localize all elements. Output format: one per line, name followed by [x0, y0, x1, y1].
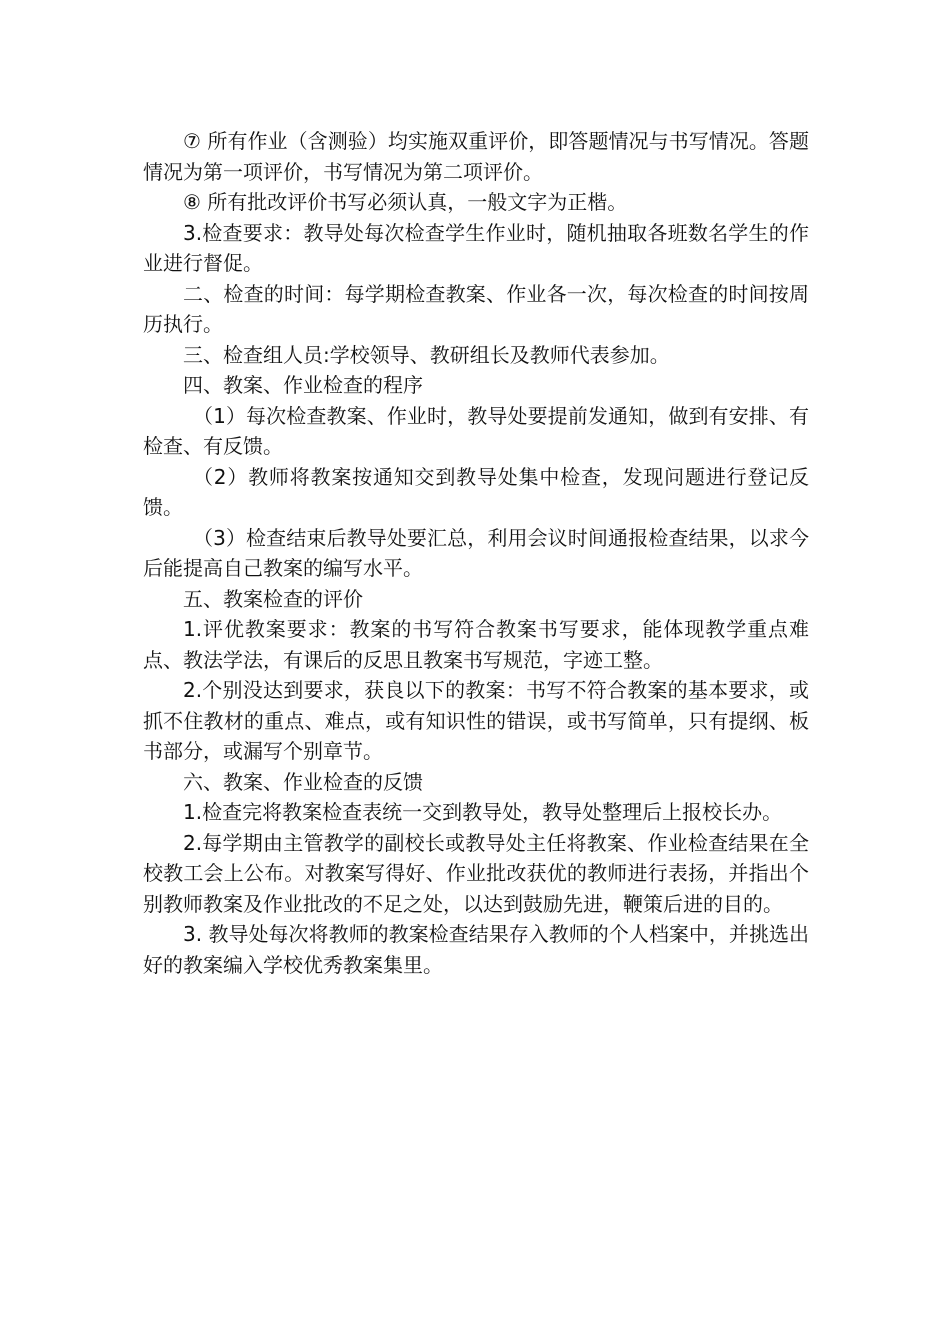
feedback-item-2: 2.每学期由主管教学的副校长或教导处主任将教案、作业检查结果在全校教工会上公布。对教案写得好、作业批改获优的教师进行表扬，并指出个别教师教案及作业批改的不足之处，以达到鼓励先进，鞭策后进的目的。	[143, 830, 809, 916]
section-heading-inspection-team: 三、检查组人员:学校领导、教研组长及教师代表参加。	[183, 342, 670, 367]
section-heading-inspection-time: 二、检查的时间：每学期检查教案、作业各一次，每次检查的时间按周历执行。	[143, 281, 809, 336]
section-heading-feedback: 六、教案、作业检查的反馈	[183, 769, 423, 794]
evaluation-item-excellent: 1.评优教案要求：教案的书写符合教案书写要求，能体现教学重点难点、教法学法，有课后的反思且教案书写规范，字迹工整。	[143, 617, 809, 672]
procedure-item-2: （2）教师将教案按通知交到教导处集中检查，发现问题进行登记反馈。	[143, 464, 809, 519]
feedback-item-1: 1.检查完将教案检查表统一交到教导处，教导处整理后上报校长办。	[183, 800, 783, 824]
paragraph-homework-dual-evaluation: ⑦ 所有作业（含测验）均实施双重评价，即答题情况与书写情况。答题情况为第一项评价，书写情况为第二项评价。	[143, 129, 809, 184]
paragraph-inspection-requirement: 3.检查要求：教导处每次检查学生作业时，随机抽取各班数名学生的作业进行督促。	[143, 220, 809, 275]
section-heading-inspection-procedure: 四、教案、作业检查的程序	[183, 373, 423, 397]
feedback-item-3: 3. 教导处每次将教师的教案检查结果存入教师的个人档案中，并挑选出好的教案编入学校优秀教案集里。	[143, 922, 809, 977]
document-body	[143, 126, 809, 980]
procedure-item-1: （1）每次检查教案、作业时，教导处要提前发通知，做到有安排、有检查、有反馈。	[143, 403, 809, 458]
paragraph-writing-requirement: ⑧ 所有批改评价书写必须认真，一般文字为正楷。	[183, 190, 628, 214]
section-heading-evaluation: 五、教案检查的评价	[183, 586, 363, 611]
procedure-item-3: （3）检查结束后教导处要汇总，利用会议时间通报检查结果，以求今后能提高自己教案的编写水平。	[143, 525, 809, 580]
evaluation-item-below-standard: 2.个别没达到要求，获良以下的教案：书写不符合教案的基本要求，或抓不住教材的重点、难点，或有知识性的错误，或书写简单，只有提纲、板书部分，或漏写个别章节。	[143, 678, 809, 763]
